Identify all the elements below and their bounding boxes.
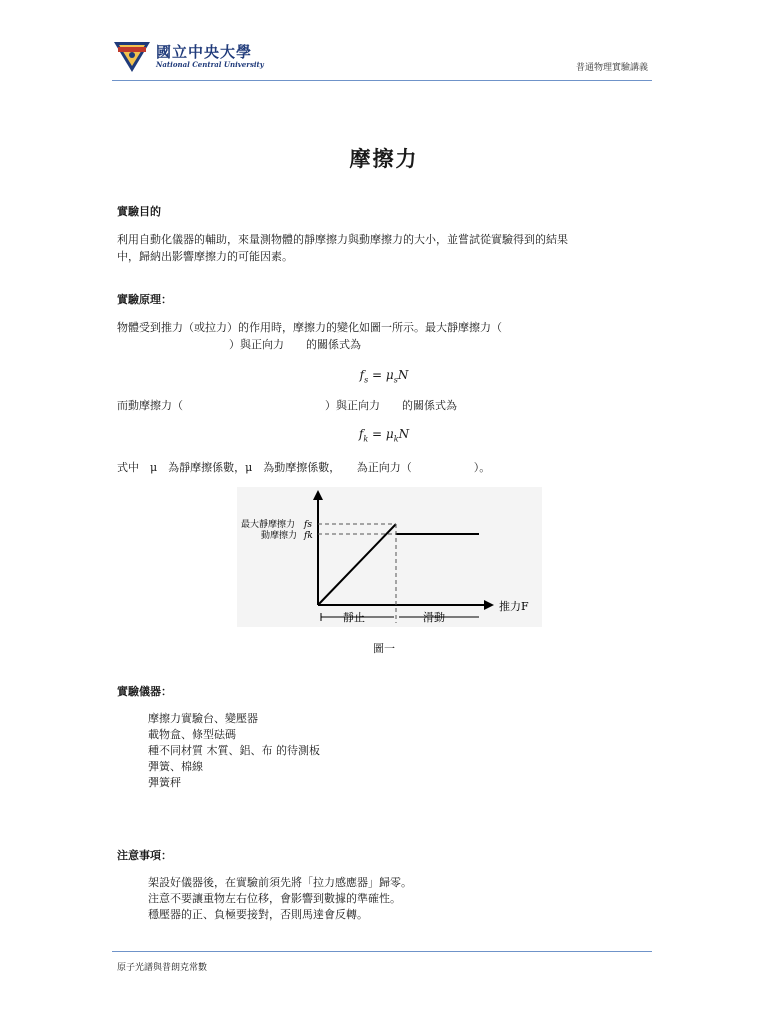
friction-graph	[237, 487, 542, 627]
list-item: 載物盒、條型砝碼	[148, 728, 236, 741]
formula-static-friction	[0, 368, 768, 384]
principle-text: ）與正向力 的關係式為	[325, 399, 457, 412]
notes-list	[148, 875, 412, 923]
list-item: 架設好儀器後，在實驗前須先將「拉力感應器」歸零。	[148, 876, 412, 889]
purpose-line: 利用自動化儀器的輔助，來量測物體的靜摩擦力與動摩擦力的大小，並嘗試從實驗得到的結果	[117, 233, 568, 246]
symbol-fk: fk	[304, 531, 313, 541]
principle-text: ）。	[473, 461, 491, 474]
university-emblem-icon	[112, 38, 152, 74]
list-item: 種不同材質 木質、鋁、布 的待測板	[148, 744, 320, 757]
formula-rhs: = μ	[368, 427, 394, 441]
principle-text: 而動摩擦力（	[117, 399, 183, 412]
formula-lhs-sub: s	[364, 375, 369, 385]
region-sliding-label: 滑動	[423, 611, 445, 624]
region-static-label: 靜止	[343, 611, 365, 624]
formula-tail: N	[398, 427, 410, 441]
apparatus-list	[148, 711, 320, 791]
principle-line-coefficients	[117, 459, 647, 476]
label-max-static: 最大靜摩擦力	[241, 520, 296, 530]
formula-rhs-sub: k	[393, 434, 399, 444]
footer-divider	[112, 951, 652, 952]
list-item: 注意不要讓重物左右位移，會影響到數據的準確性。	[148, 892, 401, 905]
document-series-title: 普通物理實驗講義	[575, 63, 648, 73]
formula-kinetic-friction	[0, 427, 768, 443]
purpose-paragraph	[117, 231, 647, 265]
university-name-en: National Central University	[156, 60, 264, 69]
list-item: 摩擦力實驗台、變壓器	[148, 712, 258, 725]
purpose-line: 中，歸納出影響摩擦力的可能因素。	[117, 250, 293, 263]
section-heading-notes: 注意事項：	[117, 849, 172, 862]
section-heading-apparatus: 實驗儀器：	[117, 685, 172, 698]
header-divider	[112, 80, 652, 81]
university-name-cn: 國立中央大學	[156, 43, 253, 61]
page-footer: 原子光譜與普朗克常數	[117, 963, 208, 973]
page-header	[112, 38, 652, 78]
formula-rhs-sub: s	[393, 375, 398, 385]
figure-caption: 圖一	[373, 642, 395, 655]
formula-lhs: f	[359, 368, 365, 382]
list-item: 彈簧、棉線	[148, 760, 203, 773]
list-item: 穩壓器的正、負極要接對，否則馬達會反轉。	[148, 908, 368, 921]
principle-line: 物體受到推力（或拉力）的作用時，摩擦力的變化如圖一所示。最大靜摩擦力（	[117, 321, 502, 334]
x-axis-label: 推力F	[499, 600, 529, 613]
formula-tail: N	[397, 368, 409, 382]
list-item: 彈簧秤	[148, 776, 181, 789]
principle-line-kinetic	[117, 397, 647, 414]
label-kinetic: 動摩擦力	[261, 531, 298, 541]
page-title: 摩擦力	[349, 146, 419, 171]
section-heading-principle: 實驗原理：	[117, 293, 172, 306]
formula-lhs-sub: k	[363, 434, 369, 444]
principle-text: 式中 μ 為靜摩擦係數，μ 為動摩擦係數， 為正向力（	[117, 461, 412, 474]
principle-paragraph	[117, 319, 647, 353]
formula-lhs: f	[358, 427, 364, 441]
formula-rhs: = μ	[368, 368, 394, 382]
section-heading-purpose: 實驗目的	[117, 205, 161, 218]
symbol-fs: fs	[304, 520, 312, 530]
principle-line: ）與正向力 的關係式為	[229, 338, 361, 351]
